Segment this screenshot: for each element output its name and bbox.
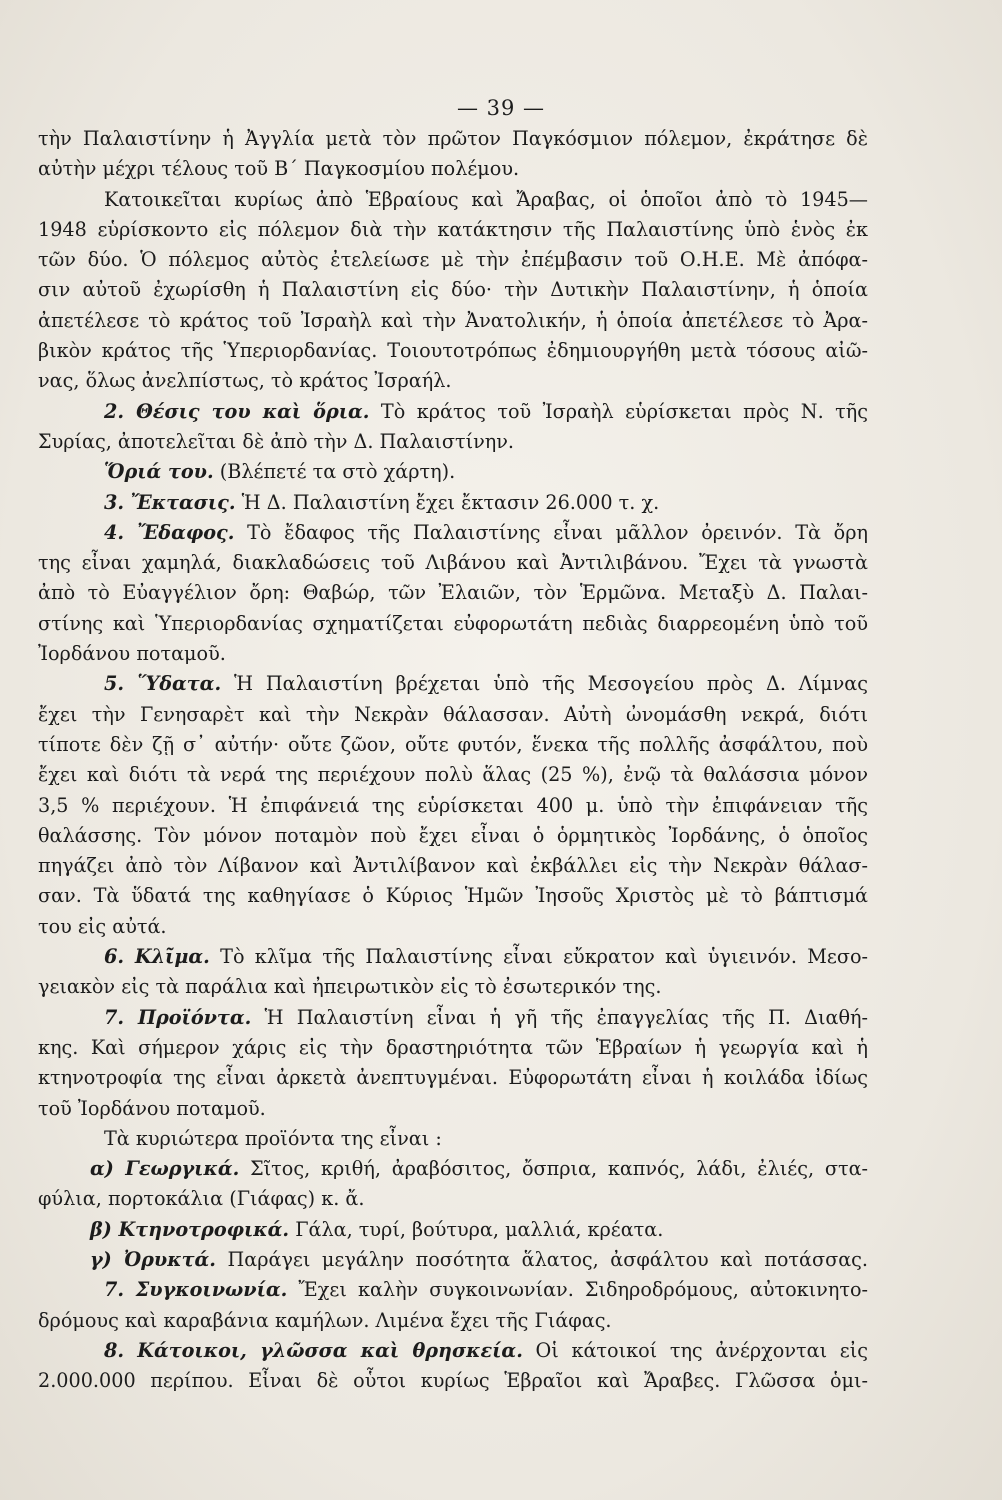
section-line [38, 518, 868, 548]
text-line: τῶν δύο. Ὁ πόλεμος αὐτὸς ἐτελείωσε μὲ τὴν ἐπέμβασιν τοῦ Ο.Η.Ε. Μὲ ἀπόφα- [38, 248, 868, 272]
section-heading: 8. Κάτοικοι, γλῶσσα καὶ θρησκεία. [104, 1338, 523, 1362]
text-line: ἀπὸ τὸ Εὐαγγέλιον ὄρη: Θαβώρ, τῶν Ἐλαιῶν, τὸν Ἑρμῶνα. Μεταξὺ Δ. Παλαι- [38, 581, 868, 605]
section-heading: 3. Ἔκτασις. [104, 490, 236, 514]
body-text [38, 124, 868, 1396]
text-line: 1948 εὑρίσκοντο εἰς πόλεμον διὰ τὴν κατάκτησιν τῆς Παλαιστίνης ὑπὸ ἑνὸς ἐκ [38, 217, 868, 241]
text-line: τίποτε δὲν ζῇ σ᾿ αὐτήν· οὔτε ζῶον, οὔτε φυτόν, ἕνεκα τῆς πολλῆς ἀσφάλτου, ποὺ [38, 732, 868, 756]
text-line: στίνης καὶ Ὑπεριορδανίας σχηματίζεται εὐφορωτάτη πεδιὰς διαρρεομένη ὑπὸ τοῦ [38, 611, 868, 635]
text-line: κτηνοτροφία της εἶναι ἀρκετὰ ἀνεπτυγμέναι. Εὐφορωτάτη εἶναι ἡ κοιλάδα ἰδίως [38, 1066, 868, 1090]
section-text: Τὸ ἔδαφος τῆς Παλαιστίνης εἶναι μᾶλλον ὀρεινόν. Τὰ ὄρη [234, 520, 868, 544]
section-heading: γ) Ὀρυκτά. [90, 1247, 216, 1271]
section-line [38, 669, 868, 699]
section-heading: 6. Κλῖμα. [104, 945, 210, 969]
text-line: Τὰ κυριώτερα προϊόντα της εἶναι : [104, 1126, 442, 1150]
section-text: Ἡ Δ. Παλαιστίνη ἔχει ἔκτασιν 26.000 τ. χ. [235, 490, 660, 514]
section-text: Παράγει μεγάλην ποσότητα ἅλατος, ἀσφάλτου καὶ ποτάσσας. [215, 1247, 869, 1271]
section-text: Ἡ Παλαιστίνη εἶναι ἡ γῆ τῆς ἐπαγγελίας τῆς Π. Διαθή- [251, 1005, 868, 1029]
text-line: βικὸν κράτος τῆς Ὑπεριορδανίας. Τοιουτοτρόπως ἐδημιουργήθη μετὰ τόσους αἰῶ- [38, 339, 868, 363]
text-line: γειακὸν εἰς τὰ παράλια καὶ ἠπειρωτικὸν εἰς τὸ ἐσωτερικόν της. [38, 975, 662, 999]
text-line: Κατοικεῖται κυρίως ἀπὸ Ἑβραίους καὶ Ἄραβας, οἱ ὁποῖοι ἀπὸ τὸ 1945— [104, 187, 868, 211]
section-heading: 4. Ἔδαφος. [104, 520, 235, 544]
section-text: Γάλα, τυρί, βούτυρα, μαλλιά, κρέατα. [289, 1217, 664, 1241]
text-line: σιν αὐτοῦ ἐχωρίσθη ἡ Παλαιστίνη εἰς δύο· τὴν Δυτικὴν Παλαιστίνην, ἡ ὁποία [38, 278, 868, 302]
section-heading: 7. Προϊόντα. [104, 1005, 252, 1029]
section-line [38, 1215, 868, 1245]
text-line: ἔχει τὴν Γενησαρὲτ καὶ τὴν Νεκρὰν θάλασσαν. Αὐτὴ ὠνομάσθη νεκρά, διότι [38, 702, 868, 726]
section-line [38, 1003, 868, 1033]
section-line [38, 1275, 868, 1305]
section-line [38, 488, 868, 518]
text-line: 3,5 % περιέχουν. Ἡ ἐπιφάνειά της εὑρίσκεται 400 μ. ὑπὸ τὴν ἐπιφάνειαν τῆς [38, 793, 868, 817]
section-text: Τὸ κράτος τοῦ Ἰσραὴλ εὑρίσκεται πρὸς Ν. τῆς [369, 399, 868, 423]
section-line [38, 1336, 868, 1366]
text-line: τοῦ Ἰορδάνου ποταμοῦ. [38, 1096, 266, 1120]
text-line: δρόμους καὶ καραβάνια καμήλων. Λιμένα ἔχει τῆς Γιάφας. [38, 1308, 612, 1332]
section-line [38, 942, 868, 972]
text-line: Συρίας, ἀποτελεῖται δὲ ἀπὸ τὴν Δ. Παλαιστίνην. [38, 429, 515, 453]
section-text: Τὸ κλῖμα τῆς Παλαιστίνης εἶναι εὔκρατον καὶ ὑγιεινόν. Μεσο- [209, 945, 868, 969]
section-line [38, 1245, 868, 1275]
text-line: αὐτὴν μέχρι τέλους τοῦ Β΄ Παγκοσμίου πολέμου. [38, 157, 520, 181]
section-text: Ἔχει καλὴν συγκοινωνίαν. Σιδηροδρόμους, αὐτοκινητο- [287, 1278, 868, 1302]
section-text: Ἡ Παλαιστίνη βρέχεται ὑπὸ τῆς Μεσογείου πρὸς Δ. Λίμνας [221, 672, 868, 696]
text-line: πηγάζει ἀπὸ τὸν Λίβανον καὶ Ἀντιλίβανον καὶ ἐκβάλλει εἰς τὴν Νεκρὰν θάλασ- [38, 854, 868, 878]
text-line: του εἰς αὐτά. [38, 914, 167, 938]
section-line [38, 457, 868, 487]
section-line [38, 1154, 868, 1184]
text-line: θαλάσσης. Τὸν μόνον ποταμὸν ποὺ ἔχει εἶναι ὁ ὁρμητικὸς Ἰορδάνης, ὁ ὁποῖος [38, 823, 868, 847]
text-line: ἀπετέλεσε τὸ κράτος τοῦ Ἰσραὴλ καὶ τὴν Ἀνατολικήν, ἡ ὁποία ἀπετέλεσε τὸ Ἀρα- [38, 308, 868, 332]
text-line: φύλια, πορτοκάλια (Γιάφας) κ. ἄ. [38, 1187, 365, 1211]
text-line: ἔχει καὶ διότι τὰ νερά της περιέχουν πολὺ ἅλας (25 %), ἐνῷ τὰ θαλάσσια μόνον [38, 763, 868, 787]
text-line: Ἰορδάνου ποταμοῦ. [38, 642, 226, 666]
section-text: Σῖτος, κριθή, ἀραβόσιτος, ὄσπρια, καπνός, λάδι, ἐλιές, στα- [239, 1157, 869, 1181]
section-heading: 2. Θέσις του καὶ ὅρια. [104, 399, 370, 423]
text-line: κης. Καὶ σήμερον χάρις εἰς τὴν δραστηριότητα τῶν Ἑβραίων ἡ γεωργία καὶ ἡ [38, 1035, 868, 1059]
section-line [38, 397, 868, 427]
text-line: τὴν Παλαιστίνην ἡ Ἀγγλία μετὰ τὸν πρῶτον Παγκόσμιον πόλεμον, ἐκράτησε δὲ [38, 127, 868, 150]
text-line: 2.000.000 περίπου. Εἶναι δὲ οὗτοι κυρίως Ἑβραῖοι καὶ Ἄραβες. Γλῶσσα ὁμι- [38, 1369, 868, 1393]
text-line: της εἶναι χαμηλά, διακλαδώσεις τοῦ Λιβάνου καὶ Ἀντιλιβάνου. Ἔχει τὰ γνωστὰ [38, 551, 868, 575]
section-heading: α) Γεωργικά. [90, 1157, 240, 1181]
section-heading: 5. Ὕδατα. [104, 672, 222, 696]
text-line: σαν. Τὰ ὕδατά της καθηγίασε ὁ Κύριος Ἡμῶν Ἰησοῦς Χριστὸς μὲ τὸ βάπτισμά [38, 884, 868, 908]
page-number: — 39 — [456, 96, 546, 120]
section-heading: β) Κτηνοτροφικά. [90, 1217, 290, 1241]
text-line: νας, ὅλως ἀνελπίστως, τὸ κράτος Ἰσραήλ. [38, 369, 452, 393]
section-heading: Ὅριά του. [104, 460, 214, 484]
section-heading: 7. Συγκοινωνία. [104, 1278, 288, 1302]
section-text: Οἱ κάτοικοί της ἀνέρχονται εἰς [522, 1338, 868, 1362]
section-text: (Βλέπετέ τα στὸ χάρτη). [213, 460, 456, 484]
